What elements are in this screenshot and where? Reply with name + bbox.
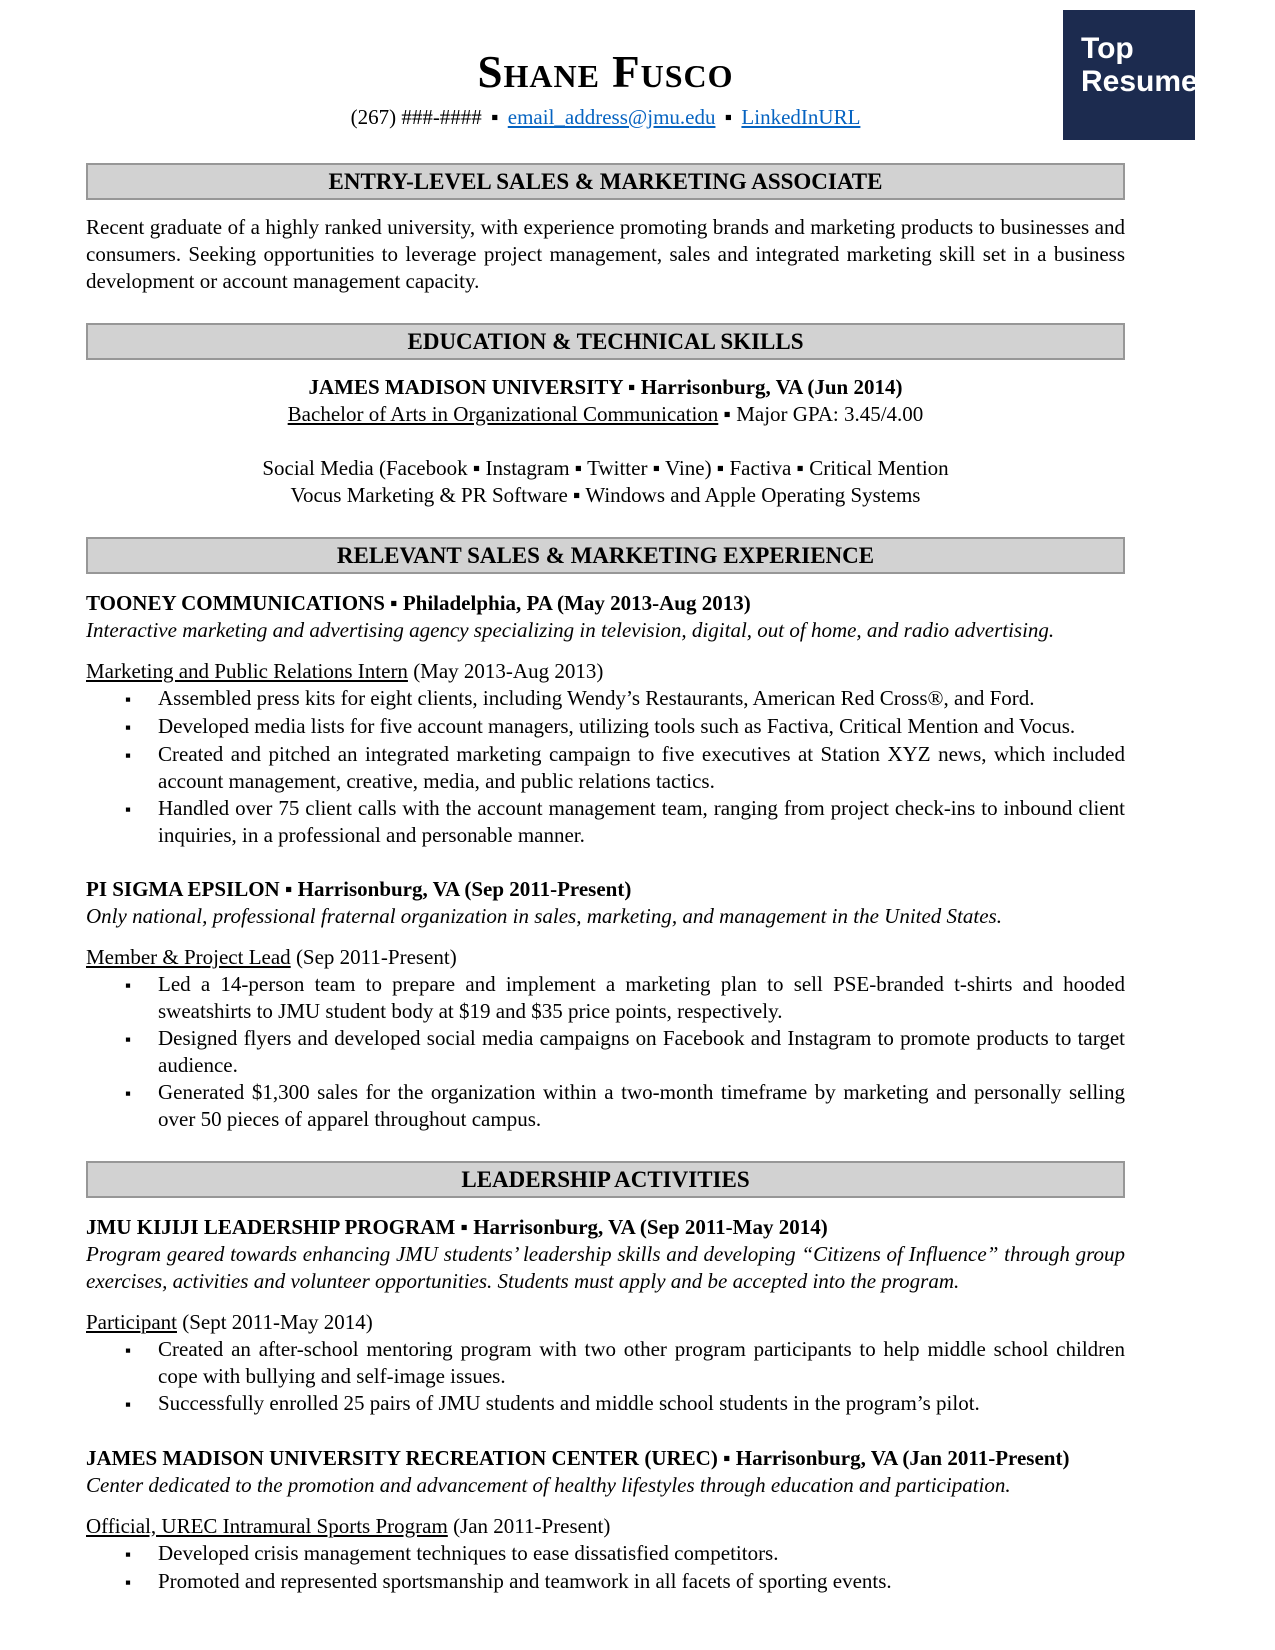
list-item (86, 741, 1125, 795)
bullet-marker: ▪ (125, 1572, 132, 1592)
activity-kijiji (86, 1214, 1125, 1418)
bullet-marker: ▪ (125, 799, 132, 819)
list-item (86, 1568, 1125, 1596)
company-blurb: Center dedicated to the promotion and advancement of healthy lifestyles through education and participation. (86, 1472, 1011, 1497)
contact-line (86, 104, 1125, 131)
list-item (86, 971, 1125, 1025)
bullet-text: Handled over 75 client calls with the account management team, ranging from project check-ins to inbound client inquiries, in a professional and personable manner. (158, 795, 1125, 847)
role-line (86, 1309, 1125, 1336)
bullet-text: Successfully enrolled 25 pairs of JMU students and middle school students in the program’s pilot. (158, 1390, 980, 1415)
bullet-marker: ▪ (125, 1029, 132, 1049)
role-line (86, 1513, 1125, 1540)
company-line: PI SIGMA EPSILON ▪ Harrisonburg, VA (Sep 2011-Present) (86, 876, 632, 901)
role-dates: (May 2013-Aug 2013) (407, 658, 604, 683)
bullet-text: Assembled press kits for eight clients, including Wendy’s Restaurants, American Red Cross®, and Ford. (158, 685, 1035, 710)
bullet-marker: ▪ (125, 745, 132, 765)
bullet-marker: ▪ (125, 1340, 132, 1360)
section-heading-summary: ENTRY-LEVEL SALES & MARKETING ASSOCIATE (86, 163, 1125, 200)
company-line: JAMES MADISON UNIVERSITY RECREATION CENTER (UREC) ▪ Harrisonburg, VA (Jan 2011-Present) (86, 1445, 1070, 1470)
skills-line-2: Vocus Marketing & PR Software ▪ Windows and Apple Operating Systems (290, 482, 921, 507)
bullet-text: Designed flyers and developed social media campaigns on Facebook and Instagram to promote products to target audience. (158, 1025, 1125, 1077)
registered-mark: ® (1197, 69, 1207, 83)
bullet-text: Created an after-school mentoring program with two other program participants to help middle school children cope with bullying and self-image issues. (158, 1336, 1125, 1388)
role-title: Participant (86, 1309, 177, 1334)
phone-number: (267) ###-#### (350, 104, 482, 129)
list-item (86, 1079, 1125, 1133)
education-degree-line (86, 401, 1125, 428)
degree-gpa: ▪ Major GPA: 3.45/4.00 (718, 401, 924, 426)
list-item (86, 1390, 1125, 1418)
bullet-list (86, 1540, 1125, 1596)
company-blurb: Interactive marketing and advertising agency specializing in television, digital, out of home, and radio advertising. (86, 617, 1055, 642)
candidate-name: Shane Fusco (477, 47, 734, 97)
bullet-marker: ▪ (125, 1083, 132, 1103)
activity-urec (86, 1445, 1125, 1596)
job-pi-sigma-epsilon (86, 876, 1125, 1133)
role-line (86, 658, 1125, 685)
role-dates: (Sept 2011-May 2014) (176, 1309, 373, 1334)
company-line: TOONEY COMMUNICATIONS ▪ Philadelphia, PA (May 2013-Aug 2013) (86, 590, 751, 615)
bullet-text: Developed media lists for five account managers, utilizing tools such as Factiva, Critical Mention and Vocus. (158, 713, 1076, 738)
role-title: Member & Project Lead (86, 944, 291, 969)
list-item (86, 795, 1125, 849)
separator-bullet: ▪ (491, 104, 499, 129)
bullet-text: Led a 14-person team to prepare and implement a marketing plan to sell PSE-branded t-shirts and hooded sweatshirts to JMU student body at $19 and $35 price points, respectively. (158, 971, 1125, 1023)
bullet-text: Promoted and represented sportsmanship and teamwork in all facets of sporting events. (158, 1568, 892, 1593)
logo-resume-text: Resume (1081, 65, 1198, 98)
bullet-text: Developed crisis management techniques to ease dissatisfied competitors. (158, 1540, 779, 1565)
role-title: Official, UREC Intramural Sports Program (86, 1513, 448, 1538)
bullet-marker: ▪ (125, 1394, 132, 1414)
bullet-text: Generated $1,300 sales for the organization within a two-month timeframe by marketing and personally selling over 50 pieces of apparel throughout campus. (158, 1079, 1125, 1131)
section-heading-education: EDUCATION & TECHNICAL SKILLS (86, 323, 1125, 360)
company-line: JMU KIJIJI LEADERSHIP PROGRAM ▪ Harrisonburg, VA (Sep 2011-May 2014) (86, 1214, 828, 1239)
section-heading-leadership: LEADERSHIP ACTIVITIES (86, 1161, 1125, 1198)
list-item (86, 1540, 1125, 1568)
bullet-list (86, 685, 1125, 849)
list-item (86, 1336, 1125, 1390)
summary-text: Recent graduate of a highly ranked university, with experience promoting brands and marketing products to businesses and consumers. Seeking opportunities to leverage project management, sales and integrated marketing skill set in a business development or account management capacity. (86, 214, 1125, 293)
role-dates: (Jan 2011-Present) (447, 1513, 611, 1538)
bullet-marker: ▪ (125, 689, 132, 709)
bullet-marker: ▪ (125, 1544, 132, 1564)
bullet-marker: ▪ (125, 975, 132, 995)
bullet-marker: ▪ (125, 717, 132, 737)
job-tooney (86, 590, 1125, 849)
role-title: Marketing and Public Relations Intern (86, 658, 408, 683)
education-school-line: JAMES MADISON UNIVERSITY ▪ Harrisonburg, VA (Jun 2014) (308, 374, 903, 399)
logo-word-resume (1081, 65, 1207, 98)
topresume-logo (1063, 10, 1207, 140)
bullet-text: Created and pitched an integrated marketing campaign to five executives at Station XYZ news, which included account management, creative, media, and public relations tactics. (158, 741, 1125, 793)
list-item (86, 713, 1125, 741)
bullet-list (86, 971, 1125, 1133)
company-blurb: Only national, professional fraternal organization in sales, marketing, and management in the United States. (86, 903, 1002, 928)
section-heading-experience: RELEVANT SALES & MARKETING EXPERIENCE (86, 537, 1125, 574)
logo-word-top: Top (1081, 32, 1134, 65)
list-item (86, 685, 1125, 713)
email-link[interactable]: email_address@jmu.edu (507, 104, 716, 129)
separator-bullet: ▪ (724, 104, 733, 129)
list-item (86, 1025, 1125, 1079)
linkedin-link[interactable]: LinkedInURL (741, 104, 861, 129)
role-dates: (Sep 2011-Present) (290, 944, 457, 969)
role-line (86, 944, 1125, 971)
company-blurb: Program geared towards enhancing JMU students’ leadership skills and developing “Citizens of Influence” through group exercises, activities and volunteer opportunities. Students must apply and be accepted into the program. (86, 1241, 1125, 1293)
degree-title: Bachelor of Arts in Organizational Communication (287, 401, 719, 426)
resume-content (0, 48, 1275, 1596)
bullet-list (86, 1336, 1125, 1418)
skills-line-1: Social Media (Facebook ▪ Instagram ▪ Twitter ▪ Vine) ▪ Factiva ▪ Critical Mention (262, 455, 949, 480)
